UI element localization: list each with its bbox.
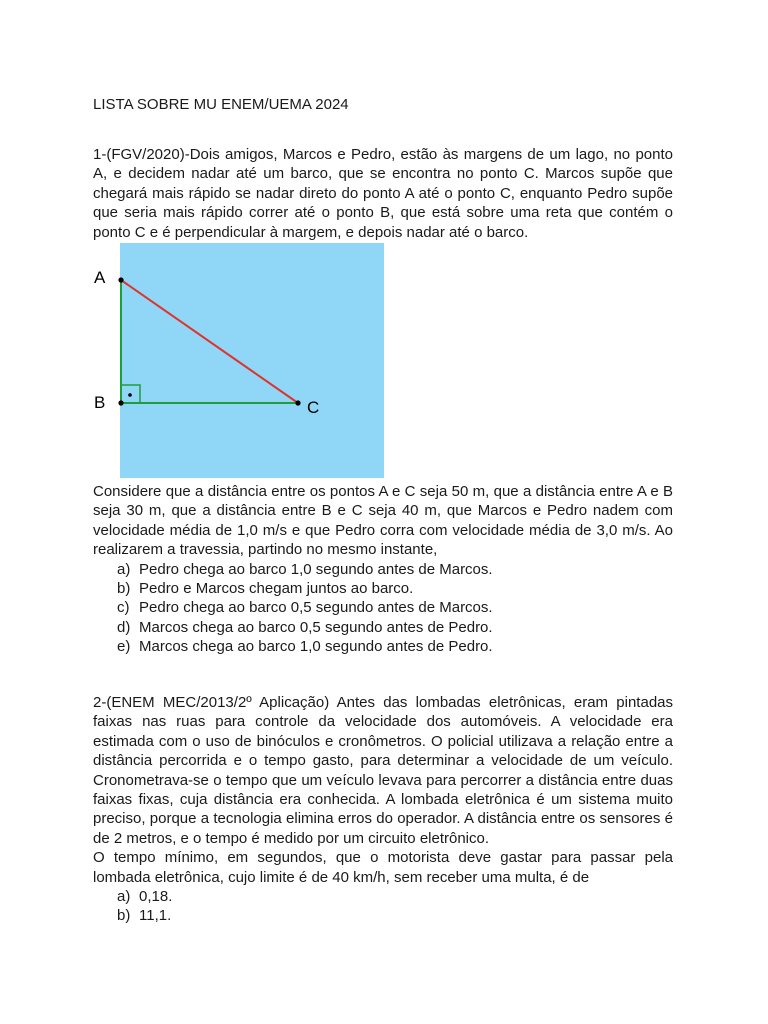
option-item: e) Marcos chega ao barco 1,0 segundo antes de Pedro.: [117, 638, 493, 656]
point-c: [295, 400, 300, 405]
question-1-statement-2: Considere que a distância entre os pontos A e C seja 50 m, que a distância entre A e B seja 30 m, que a distância entre B e C seja 40 m, que Marcos e Pedro nadem com velocidade média de 1,0 m/s e que Pedro corra com velocidade média de 3,0 m/s. Ao realizarem a travessia, partindo no mesmo instante,: [93, 483, 673, 559]
option-item: d) Marcos chega ao barco 0,5 segundo antes de Pedro.: [117, 618, 493, 636]
right-angle-dot: [128, 393, 132, 397]
page-title: LISTA SOBRE MU ENEM/UEMA 2024: [93, 96, 349, 113]
question-1-options: [93, 560, 673, 657]
lake-area: [120, 243, 384, 478]
option-item: b) Pedro e Marcos chegam juntos ao barco.: [117, 580, 414, 598]
point-b: [118, 400, 123, 405]
option-item: c) Pedro chega ao barco 0,5 segundo antes de Marcos.: [117, 599, 493, 617]
question-2: [93, 693, 673, 926]
question-1-figure: [93, 243, 385, 478]
question-1-continuation: [93, 482, 673, 657]
label-b: B: [94, 393, 106, 412]
option-item: b) 11,1.: [117, 907, 172, 925]
point-a: [118, 277, 123, 282]
label-a: A: [94, 268, 106, 287]
question-2-options: [93, 887, 673, 926]
question-2-statement-2: O tempo mínimo, em segundos, que o motorista deve gastar para passar pela lombada eletrônica, cujo limite é de 40 km/h, sem receber uma multa, é de: [93, 849, 673, 886]
label-c: C: [307, 398, 320, 417]
question-2-statement: 2-(ENEM MEC/2013/2º Aplicação) Antes das lombadas eletrônicas, eram pintadas faixas nas ruas para controle da velocidade dos automóveis. A velocidade era estimada com o uso de binóculos e cronômetros. O policial utilizava a relação entre a distância percorrida e o tempo gasto, para determinar a velocidade de um veículo. Cronometrava-se o tempo que um veículo levava para percorrer a distância entre duas faixas fixas, cuja distância era conhecida. A lombada eletrônica é um sistema muito preciso, porque a tecnologia elimina erros do operador. A distância entre os sensores é de 2 metros, e o tempo é medido por um circuito eletrônico.: [93, 694, 673, 847]
option-item: a) Pedro chega ao barco 1,0 segundo antes de Marcos.: [117, 560, 493, 578]
option-item: a) 0,18.: [117, 888, 173, 906]
question-1-statement: 1-(FGV/2020)-Dois amigos, Marcos e Pedro, estão às margens de um lago, no ponto A, e decidem nadar até um barco, que se encontra no ponto C. Marcos supõe que chegará mais rápido se nadar direto do ponto A até o ponto C, enquanto Pedro supõe que seria mais rápido correr até o ponto B, que está sobre uma reta que contém o ponto C e é perpendicular à margem, e depois nadar até o barco.: [93, 146, 673, 241]
